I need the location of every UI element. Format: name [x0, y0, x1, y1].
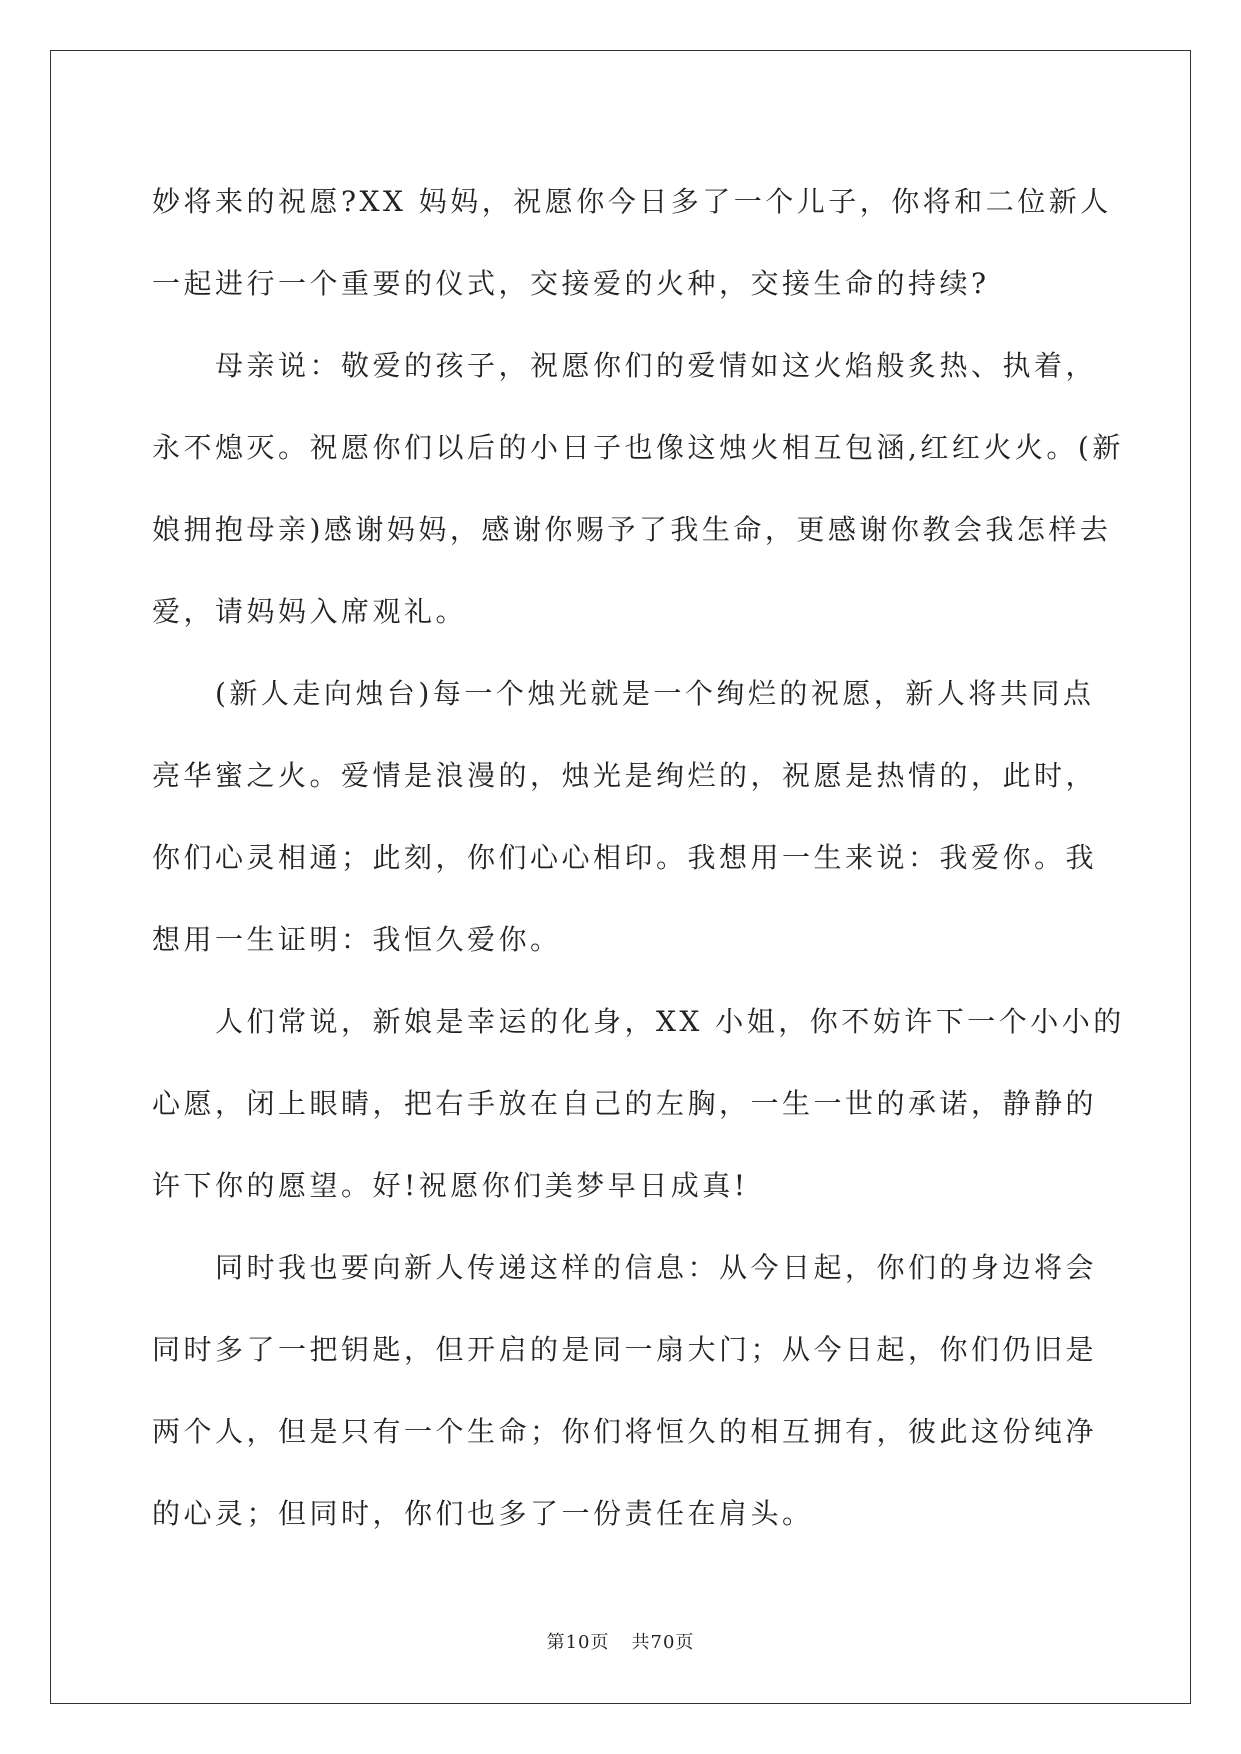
text-line: 亮华蜜之火。爱情是浪漫的，烛光是绚烂的，祝愿是热情的，此时，	[152, 759, 1098, 792]
text-line: 妙将来的祝愿?XX 妈妈，祝愿你今日多了一个儿子，你将和二位新人	[152, 185, 1112, 218]
paragraph	[152, 1227, 1098, 1555]
text-line: 同时我也要向新人传递这样的信息：从今日起，你们的身边将会	[215, 1251, 1098, 1284]
text-line: 想用一生证明：我恒久爱你。	[152, 923, 562, 956]
paragraph	[152, 325, 1124, 653]
text-line: 两个人，但是只有一个生命；你们将恒久的相互拥有，彼此这份纯净	[152, 1415, 1098, 1448]
text-line: 娘拥抱母亲)感谢妈妈，感谢你赐予了我生命，更感谢你教会我怎样去	[152, 513, 1112, 546]
document-body	[152, 161, 1125, 1555]
text-line: (新人走向烛台)每一个烛光就是一个绚烂的祝愿，新人将共同点	[215, 677, 1095, 710]
text-line: 一起进行一个重要的仪式，交接爱的火种，交接生命的持续?	[152, 267, 990, 300]
page-number: 第10页	[546, 1632, 610, 1653]
text-line: 永不熄灭。祝愿你们以后的小日子也像这烛火相互包涵,红红火火。(新	[152, 431, 1124, 464]
page-total: 共70页	[631, 1632, 695, 1653]
text-line: 同时多了一把钥匙，但开启的是同一扇大门；从今日起，你们仍旧是	[152, 1333, 1098, 1366]
text-line: 你们心灵相通；此刻，你们心心相印。我想用一生来说：我爱你。我	[152, 841, 1098, 874]
text-line: 许下你的愿望。好!祝愿你们美梦早日成真!	[152, 1169, 749, 1202]
text-line: 心愿，闭上眼睛，把右手放在自己的左胸，一生一世的承诺，静静的	[152, 1087, 1098, 1120]
paragraph	[152, 981, 1125, 1227]
text-line: 爱，请妈妈入席观礼。	[152, 595, 468, 628]
text-line: 母亲说：敬爱的孩子，祝愿你们的爱情如这火焰般炙热、执着，	[215, 349, 1098, 382]
page-footer	[0, 1628, 1241, 1654]
paragraph	[152, 161, 1112, 325]
text-line: 人们常说，新娘是幸运的化身，XX 小姐，你不妨许下一个小小的	[215, 1005, 1125, 1038]
paragraph	[152, 653, 1098, 981]
text-line: 的心灵；但同时，你们也多了一份责任在肩头。	[152, 1497, 814, 1530]
